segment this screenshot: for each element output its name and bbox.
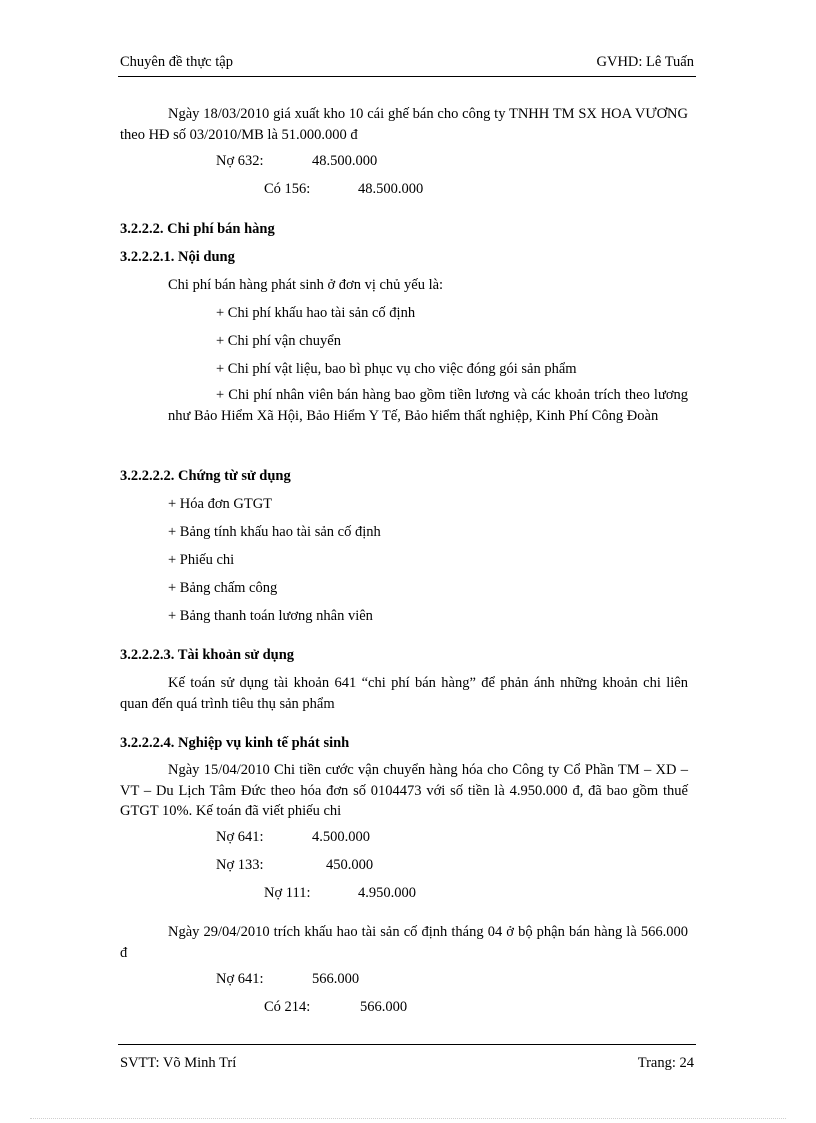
list-item: + Bảng chấm công (168, 580, 278, 596)
footer-divider (118, 1044, 696, 1045)
list-item: + Bảng tính khấu hao tài sản cố định (168, 524, 381, 540)
header-supervisor: GVHD: Lê Tuấn (596, 54, 694, 70)
page-footer (120, 1055, 694, 1073)
heading-32223: 3.2.2.2.3. Tài khoản sử dụng (120, 647, 295, 663)
entry3-credit-label: Có 214: (264, 999, 311, 1015)
entry2-debit2-label: Nợ 133: (216, 857, 264, 873)
page-edge-divider (30, 1118, 786, 1119)
heading-32222: 3.2.2.2.2. Chứng từ sử dụng (120, 468, 291, 484)
heading-3222: 3.2.2.2. Chi phí bán hàng (120, 221, 275, 237)
list-item: + Chi phí vật liệu, bao bì phục vụ cho việc đóng gói sản phẩm (216, 361, 577, 377)
entry2-debit1-label: Nợ 641: (216, 829, 264, 845)
paragraph-intro: Chi phí bán hàng phát sinh ở đơn vị chủ yếu là: (168, 277, 444, 293)
entry3-debit-value: 566.000 (312, 971, 360, 987)
list-item: + Chi phí khấu hao tài sản cố định (216, 305, 416, 321)
paragraph-account: Kế toán sử dụng tài khoản 641 “chi phí bán hàng” để phản ánh những khoản chi liên quan đến quá trình tiêu thụ sản phẩm (120, 675, 688, 712)
list-item: + Chi phí vận chuyển (216, 333, 341, 349)
entry3-debit-label: Nợ 641: (216, 971, 264, 987)
footer-student: SVTT: Võ Minh Trí (120, 1055, 237, 1071)
footer-page-number: Trang: 24 (637, 1055, 694, 1071)
entry2-debit2-value: 450.000 (326, 857, 374, 873)
list-item: + Bảng thanh toán lương nhân viên (168, 608, 373, 624)
entry1-debit-value: 48.500.000 (312, 153, 378, 169)
paragraph-sale-0318: Ngày 18/03/2010 giá xuất kho 10 cái ghế bán cho công ty TNHH TM SX HOA VƯƠNG theo HĐ số 03/2010/MB là 51.000.000 đ (120, 106, 688, 143)
paragraph-transport: Ngày 15/04/2010 Chi tiền cước vận chuyển hàng hóa cho Công ty Cổ Phần TM – XD – VT – Du Lịch Tâm Đức theo hóa đơn số 0104473 với số tiền là 4.950.000 đ, đã bao gồm thuế GTGT 10%. Kế toán đã viết phiếu chi (120, 762, 688, 819)
list-item-long: + Chi phí nhân viên bán hàng bao gồm tiền lương và các khoản trích theo lương như Bảo Hiểm Xã Hội, Bảo Hiểm Y Tế, Bảo hiểm thất nghiệp, Kinh Phí Công Đoàn (168, 387, 688, 424)
heading-32224: 3.2.2.2.4. Nghiệp vụ kinh tế phát sinh (120, 735, 350, 751)
heading-32221: 3.2.2.2.1. Nội dung (120, 249, 235, 265)
entry2-credit-value: 4.950.000 (358, 885, 416, 901)
header-divider (118, 76, 696, 77)
list-item: + Phiếu chi (168, 552, 235, 568)
entry1-credit-value: 48.500.000 (358, 181, 424, 197)
entry2-credit-label: Nợ 111: (264, 885, 311, 901)
header-title: Chuyên đề thực tập (120, 54, 233, 70)
entry3-credit-value: 566.000 (360, 999, 408, 1015)
page-header (120, 54, 694, 72)
entry1-credit-label: Có 156: (264, 181, 311, 197)
list-item: + Hóa đơn GTGT (168, 496, 273, 512)
entry1-debit-label: Nợ 632: (216, 153, 264, 169)
entry2-debit1-value: 4.500.000 (312, 829, 370, 845)
paragraph-depreciation: Ngày 29/04/2010 trích khấu hao tài sản cố định tháng 04 ở bộ phận bán hàng là 566.000 đ (120, 924, 688, 961)
